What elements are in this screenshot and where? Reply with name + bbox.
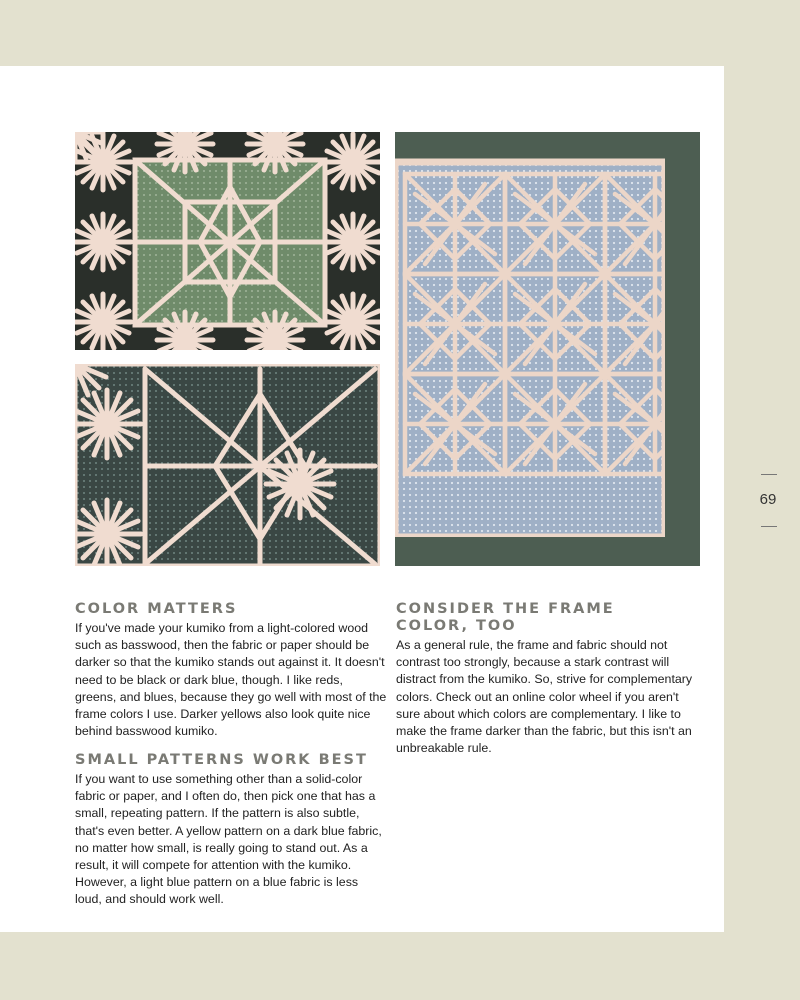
photo-kumiko-green-fabric (75, 132, 380, 350)
body-frame-color: As a general rule, the frame and fabric should not contrast too strongly, because a stark contrast will distract from the kumiko. So, strive for complementary colors. Check out an online color wheel if you aren't sure about which colors are complementary. I like to make the frame darker than the fabric, but this isn't an unbreakable rule. (396, 638, 693, 756)
photo-kumiko-blue-fabric-framed (395, 132, 700, 566)
body-color-matters: If you've made your kumiko from a light-colored wood such as basswood, then the fabric or paper should be darker so that the kumiko stands out against it. It doesn't need to be black or dark blue, though. I like reds, greens, and blues, because they go well with most of the frame colors I use. Darker yellows also look quite nice behind basswood kumiko. (75, 621, 387, 739)
heading-small-patterns: SMALL PATTERNS WORK BEST (75, 752, 368, 768)
heading-color-matters: COLOR MATTERS (75, 601, 238, 617)
folio-rule-bottom (761, 526, 777, 527)
page-number: 69 (759, 491, 777, 508)
heading-frame-color: CONSIDER THE FRAME COLOR, TOO (396, 601, 615, 634)
body-small-patterns: If you want to use something other than a solid-color fabric or paper, and I often do, then pick one that has a small, repeating pattern. If the pattern is also subtle, that's even better. A yellow pattern on a dark blue fabric, no matter how small, is really going to stand out. As a result, it will compete for attention with the kumiko. However, a light blue pattern on a blue fabric is less loud, and should work well. (75, 772, 382, 907)
photo-kumiko-dark-fabric (75, 364, 380, 566)
folio-rule-top (761, 474, 777, 475)
